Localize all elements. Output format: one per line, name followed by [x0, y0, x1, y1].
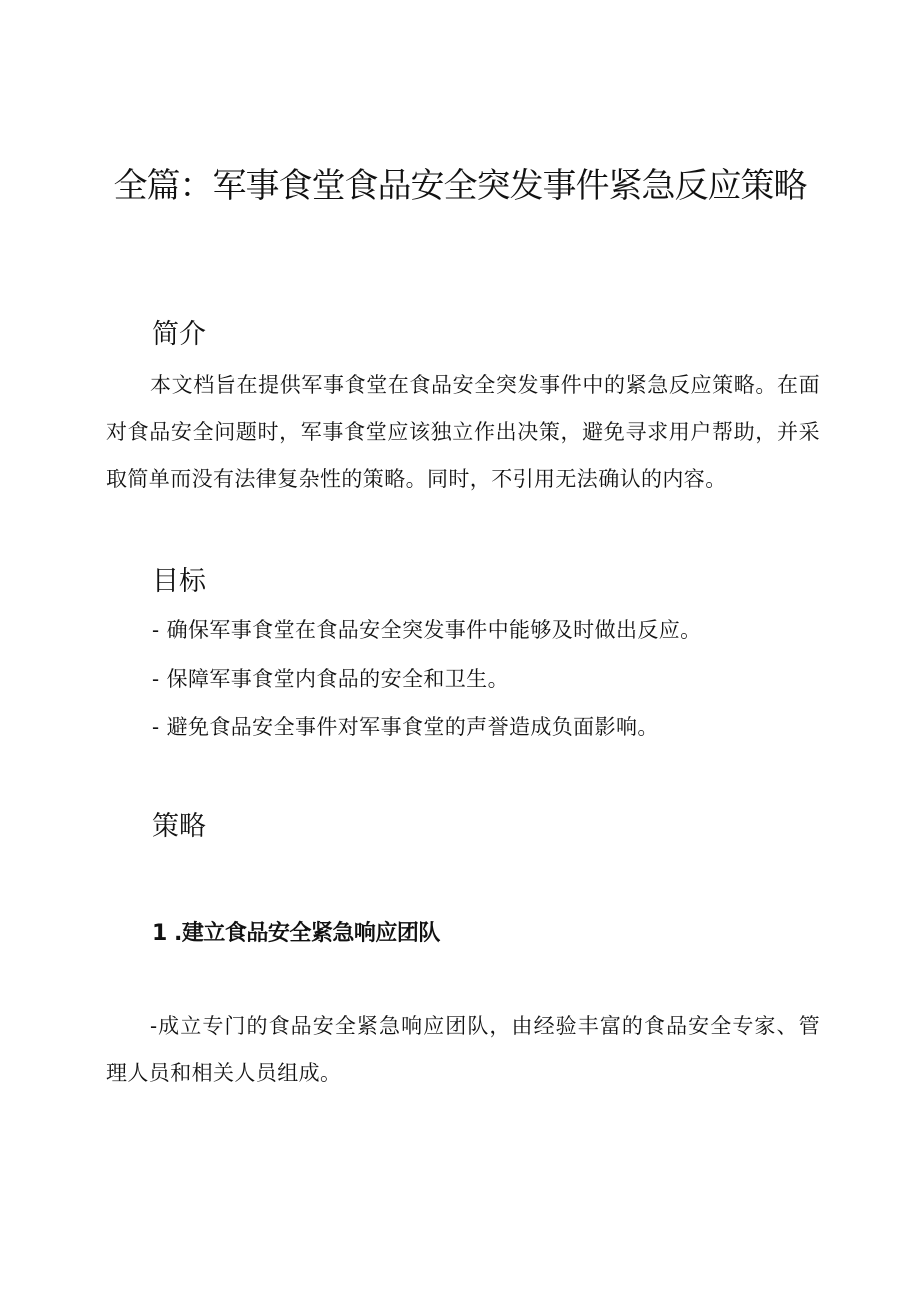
goal-item: - 确保军事食堂在食品安全突发事件中能够及时做出反应。: [152, 618, 702, 642]
section-heading-goals: 目标: [152, 566, 206, 597]
intro-paragraph: 本文档旨在提供军事食堂在食品安全突发事件中的紧急反应策略。在面对食品安全问题时，军事食堂应该独立作出决策，避免寻求用户帮助，并采取简单而没有法律复杂性的策略。同时，不引用无法确认的内容。: [106, 373, 820, 491]
section-heading-intro: 简介: [152, 319, 206, 350]
strategy-subheading: 1 .建立食品安全紧急响应团队: [152, 921, 440, 946]
goal-item: - 避免食品安全事件对军事食堂的声誉造成负面影响。: [152, 715, 659, 739]
goal-item: - 保障军事食堂内食品的安全和卫生。: [152, 667, 509, 691]
section-heading-strategy: 策略: [152, 811, 206, 842]
strategy-paragraph: -成立专门的食品安全紧急响应团队，由经验丰富的食品安全专家、管理人员和相关人员组成。: [106, 1014, 820, 1085]
document-title: 全篇：军事食堂食品安全突发事件紧急反应策略: [113, 166, 807, 206]
